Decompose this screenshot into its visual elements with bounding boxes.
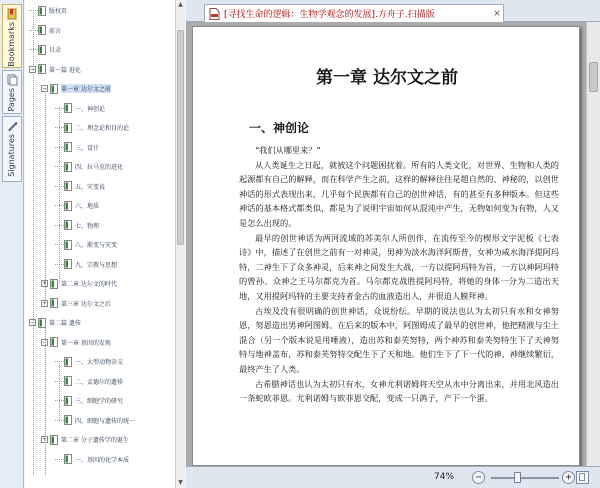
tree-node-label: 二、孟德尔的遗传 (75, 378, 124, 386)
tree-node-label: 三、设计 (75, 144, 100, 152)
fit-page-button[interactable] (576, 471, 589, 484)
close-tab-icon[interactable]: × (493, 8, 501, 19)
bookmark-icon (64, 454, 72, 464)
tree-node-label: 第二篇 遗传 (49, 320, 81, 327)
tree-guide-line (45, 322, 46, 475)
side-panel-tabs (0, 0, 24, 488)
bookmark-icon (64, 201, 72, 211)
tree-node[interactable] (41, 277, 117, 290)
bookmark-icon (64, 142, 72, 152)
tree-node-label: 八、渐变与灾变 (75, 242, 118, 249)
tree-node[interactable] (41, 82, 111, 95)
zoom-slider-handle[interactable] (514, 472, 521, 483)
bookmark-icon (64, 376, 72, 386)
bookmark-tree-scrollbar[interactable] (175, 0, 185, 488)
tab-pages-label: Pages (7, 88, 16, 112)
pages-icon (6, 74, 18, 86)
tree-node-label: 七、物理 (75, 222, 100, 230)
tree-node[interactable] (55, 238, 117, 251)
bookmark-icon (64, 123, 72, 133)
bookmark-icon (38, 6, 46, 16)
pdf-file-icon (209, 8, 220, 20)
tree-node[interactable] (55, 375, 123, 388)
tree-node-label: 四、拉马克的进化 (75, 164, 124, 171)
tab-bookmarks[interactable] (2, 4, 22, 68)
document-tabbar (186, 0, 600, 22)
tree-node[interactable] (55, 102, 105, 115)
tree-node[interactable] (55, 355, 123, 368)
status-bar (186, 466, 600, 488)
bookmark-icon (64, 181, 72, 191)
tree-node-label: 五、灾变说 (75, 183, 106, 191)
expand-icon[interactable]: + (42, 299, 47, 307)
document-area (186, 0, 600, 488)
zoom-level: 74% (434, 472, 455, 482)
chapter-title: 第一章 达尔文之前 (316, 68, 458, 88)
bookmark-icon (50, 337, 58, 347)
tree-node[interactable] (55, 453, 129, 466)
bookmark-icon (50, 298, 58, 308)
bookmark-icon (64, 396, 72, 406)
tree-node[interactable] (55, 219, 99, 232)
bookmark-icon (50, 279, 58, 289)
bookmark-icon (50, 435, 58, 445)
bookmark-icon (64, 103, 72, 113)
tree-guide-line (45, 88, 46, 300)
tree-node-label: 二、理念论和目的论 (75, 125, 130, 132)
tree-node-label: 第一篇 进化 (49, 66, 81, 74)
expand-icon[interactable]: + (42, 280, 47, 287)
tree-node-label: 第二章 分子遗传学的诞生 (61, 437, 129, 444)
tree-node-label: 版权页 (49, 8, 68, 15)
tree-node[interactable] (55, 258, 117, 271)
tree-node[interactable] (55, 141, 99, 154)
bookmark-icon (38, 25, 46, 35)
signatures-icon (6, 120, 18, 132)
tree-node-label: 第一章 达尔文之前 (61, 86, 111, 93)
tree-node-label: 一、神创论 (75, 105, 106, 113)
tree-node-label: 九、宗教与思想 (75, 261, 118, 269)
tree-node[interactable] (41, 336, 111, 349)
tree-node-label: 三、细胞学的研究 (75, 398, 124, 405)
tree-node[interactable] (29, 4, 67, 17)
collapse-icon[interactable]: − (30, 319, 35, 326)
tree-node[interactable] (55, 414, 135, 427)
scroll-thumb[interactable] (177, 30, 184, 245)
paragraph: 最早的创世神话为两河流域的苏美尔人所创作，在流传至今的楔形文字泥板《七表诗》中，描述了在创世之前有一对神灵，男神为淡水海洋阿斯普，女神为咸水海洋提阿玛特，二神生下了众多神灵，后来神之间发生大战，一方以提阿玛特为首，一方以神阿玛特的曾孙、众神之王马尔都克为首。马尔都克战胜提阿玛特，将她的身体一分为二造出天地，又用提阿玛特的主要支持者金古的血液造出人，并很迫人膜拜神。 (239, 232, 559, 301)
tree-node[interactable] (29, 316, 81, 329)
tree-node-label: 六、地质 (75, 203, 100, 210)
document-scrollbar[interactable] (586, 22, 600, 466)
bookmarks-icon (6, 8, 18, 20)
collapse-icon[interactable]: − (30, 65, 35, 73)
bookmark-icon (64, 357, 72, 367)
tab-signatures[interactable] (2, 116, 22, 182)
bookmark-icon (64, 415, 72, 425)
zoom-in-button[interactable]: + (562, 471, 575, 484)
tree-node-label: 第三章 达尔文之后 (61, 300, 111, 308)
tree-node[interactable] (55, 160, 123, 173)
document-tab-title: [寻找生命的逻辑：生物学观念的发展].方舟子.扫描版 (224, 10, 435, 20)
tree-node-label: 一、基因的化学本质 (75, 456, 130, 464)
tree-node[interactable] (55, 199, 99, 212)
scroll-up-arrow-icon[interactable]: ▲ (178, 1, 183, 8)
bookmark-icon (64, 259, 72, 269)
paragraph: 从人类诞生之日起，就被这个问题困扰着。所有的人类文化，对世界、生物和人类的起源都有自己的解释，而在科学产生之前，这样的解释往往是超自然的、神秘的，以创世神话的形式表现出来，几乎每个民族都有自己的创世神话，有的甚至有多种版本。但这些神话的基本格式都类似，都是为了说明宇宙如何从混沌中产生，无物如何变为有物，人又是怎么出现的。 (239, 159, 559, 228)
tree-node-label: 一、大型动物杂交 (75, 359, 124, 366)
document-tab[interactable] (204, 4, 504, 22)
bookmark-icon (64, 162, 72, 172)
tree-node[interactable] (29, 63, 81, 76)
tree-node-label: 第二章 达尔文的时代 (61, 281, 117, 288)
pdf-page (192, 26, 580, 466)
bookmark-icon (64, 240, 72, 250)
tree-node-label: 第一章 基因的发现 (61, 339, 111, 347)
tab-signatures-label: Signatures (7, 134, 16, 177)
bookmark-tree (25, 0, 175, 488)
section-title: 一、神创论 (249, 121, 310, 135)
tree-guide-line (59, 107, 60, 283)
document-scroll-thumb[interactable] (589, 62, 598, 92)
tree-node[interactable] (41, 433, 129, 446)
zoom-slider-track[interactable] (491, 477, 559, 479)
tab-bookmarks-label: Bookmarks (7, 22, 16, 67)
bookmark-icon (38, 64, 46, 74)
tree-guide-line (33, 10, 34, 475)
scroll-down-arrow-icon[interactable]: ▼ (178, 479, 183, 486)
tree-node[interactable] (55, 394, 123, 407)
tree-node-label: 目录 (49, 47, 62, 54)
bookmark-icon (64, 220, 72, 230)
tree-node[interactable] (41, 297, 111, 310)
tree-node-label: 四、细胞与遗传的统一 (75, 417, 136, 425)
paragraph: “我们从哪里来？” (255, 145, 321, 155)
bookmark-icon (38, 45, 46, 55)
zoom-out-button[interactable]: − (472, 471, 485, 484)
expand-icon[interactable]: + (42, 436, 47, 443)
tree-connector (55, 459, 64, 460)
bookmark-icon (50, 84, 58, 94)
tree-node-label: 前言 (49, 27, 62, 35)
page-body-text (239, 143, 559, 406)
collapse-icon[interactable]: − (42, 85, 47, 92)
tree-node[interactable] (55, 180, 105, 193)
tree-guide-line (59, 361, 60, 420)
tree-node[interactable] (55, 121, 129, 134)
tab-pages[interactable] (2, 70, 22, 114)
paragraph: 古埃及没有很明确的创世神话，众说纷纭。早期的说法也认为太初只有水和女神努恩，努恩造出男神阿图姆。在后来的版本中，阿图姆成了最早的创世神，他把精液与尘土混合（另一个版本说是用唾液），造出苏和泰芙努特，两个神苏和泰芙努特生下了天神努特与地神盖布，苏和泰芙努特交配生下了天和地。他们生下了下一代的神，神继续繁衍，最终产生了人类。 (239, 305, 559, 374)
collapse-icon[interactable]: − (42, 338, 47, 346)
fit-page-icon (577, 472, 588, 483)
paragraph: 古希腊神话也认为太初只有水，女神尤利诺姆将天空从水中分离出来，并用北风造出一条蛇欧菲恩。尤利诺姆与欧菲恩交配，变成一只鸽子，产下一个蛋。 (239, 378, 559, 404)
